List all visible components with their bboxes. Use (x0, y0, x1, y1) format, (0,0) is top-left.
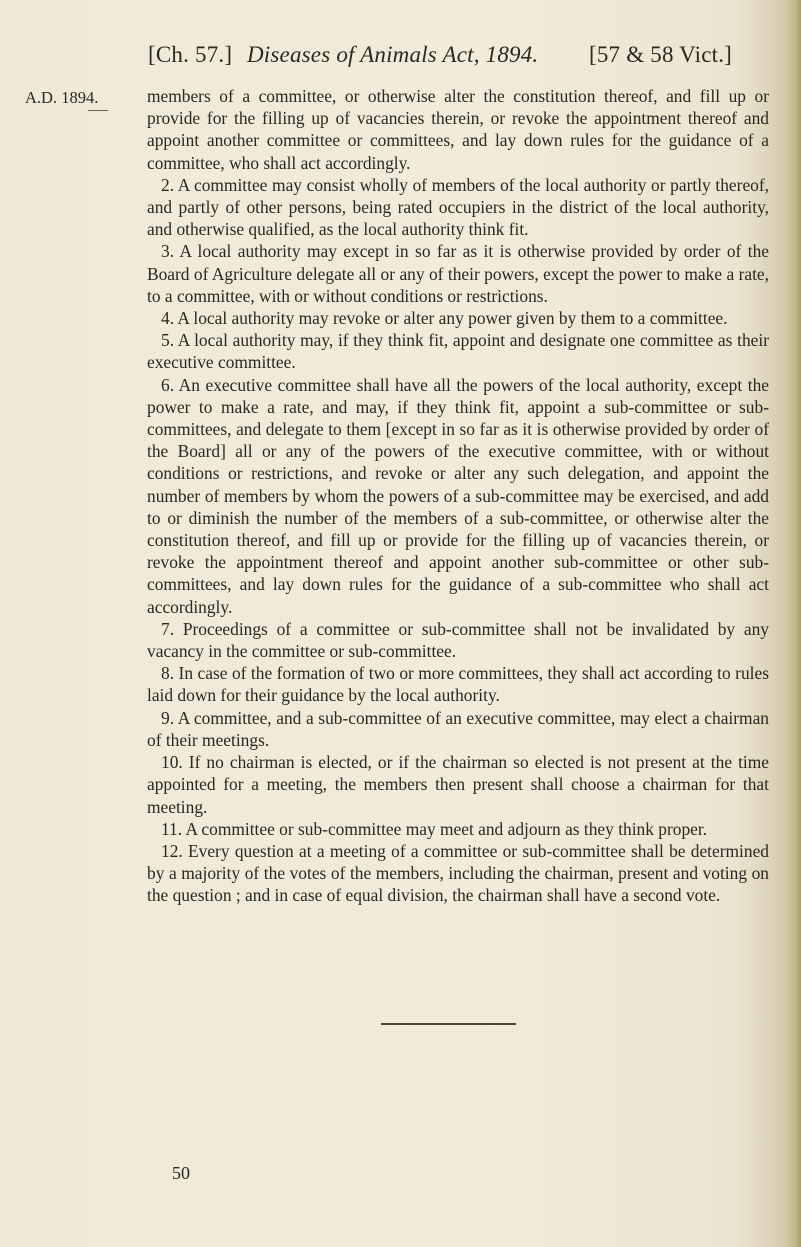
clause-6: 6. An executive committee shall have all the powers of the local authority, except the power to make a rate, and may, if they think fit, appoint a sub-committee or sub-committees, and delegate to them [except in so far as it is otherwise provided by order of the Board] all or any of the powers of the executive committee, with or without conditions or restrictions, and revoke or alter any such delegation, and appoint the number of members by whom the powers of a sub-committee may be exercised, and add to or diminish the number of the members of a sub-committee, or otherwise alter the constitution thereof, and fill up or provide for the filling up of vacancies therein, or revoke the appointment thereof and appoint another sub-committee or other sub-committees, and lay down rules for the guidance of a sub-committee who shall act accordingly. (147, 374, 769, 617)
clause-5: 5. A local authority may, if they think fit, appoint and designate one committee as their executive committee. (147, 330, 769, 373)
act-title: Diseases of Animals Act, 1894. (247, 42, 539, 67)
regnal-year: [57 & 58 Vict.] (589, 42, 733, 67)
clause-2: 2. A committee may consist wholly of members of the local authority or partly thereof, and partly of other persons, being rated occupiers in the district of the local authority, and otherwise qualified, as the local authority think fit. (147, 174, 769, 240)
page-number: 50 (172, 1163, 190, 1183)
closing-rule (381, 1023, 516, 1025)
clause-10: 10. If no chairman is elected, or if the chairman so elected is not present at the time appointed for a meeting, the members then present shall choose a chairman for that meeting. (147, 752, 769, 817)
body-text (147, 85, 769, 907)
opening-paragraph: members of a committee, or otherwise alter the constitution thereof, and fill up or provide for the filling up of vacancies therein, or revoke the appointment thereof and appoint another committee or committees, and lay down rules for the guidance of a committee, who shall act accordingly. (147, 86, 769, 173)
clause-7: 7. Proceedings of a committee or sub-committee shall not be invalidated by any vacancy in the committee or sub-committee. (147, 618, 769, 662)
page-edge-shadow (785, 0, 801, 1247)
clause-3: 3. A local authority may except in so far as it is otherwise provided by order of the Board of Agriculture delegate all or any of their powers, except the power to make a rate, to a committee, with or without conditions or restrictions. (147, 241, 769, 306)
clause-8: 8. In case of the formation of two or more committees, they shall act according to rules laid down for their guidance by the local authority. (147, 663, 769, 706)
margin-date: A.D. 1894. (25, 88, 99, 107)
chapter-reference: [Ch. 57.] (148, 42, 233, 67)
clause-9: 9. A committee, and a sub-committee of an executive committee, may elect a chairman of their meetings. (147, 707, 769, 750)
clause-11: 11. A committee or sub-committee may meet and adjourn as they think proper. (161, 818, 708, 839)
clause-4: 4. A local authority may revoke or alter any power given by them to a committee. (161, 308, 728, 329)
margin-dash (88, 110, 108, 111)
clause-12: 12. Every question at a meeting of a committee or sub-committee shall be determined by a majority of the votes of the members, including the chairman, present and voting on the question ; and in case of equal division, the chairman shall have a second vote. (147, 840, 769, 906)
